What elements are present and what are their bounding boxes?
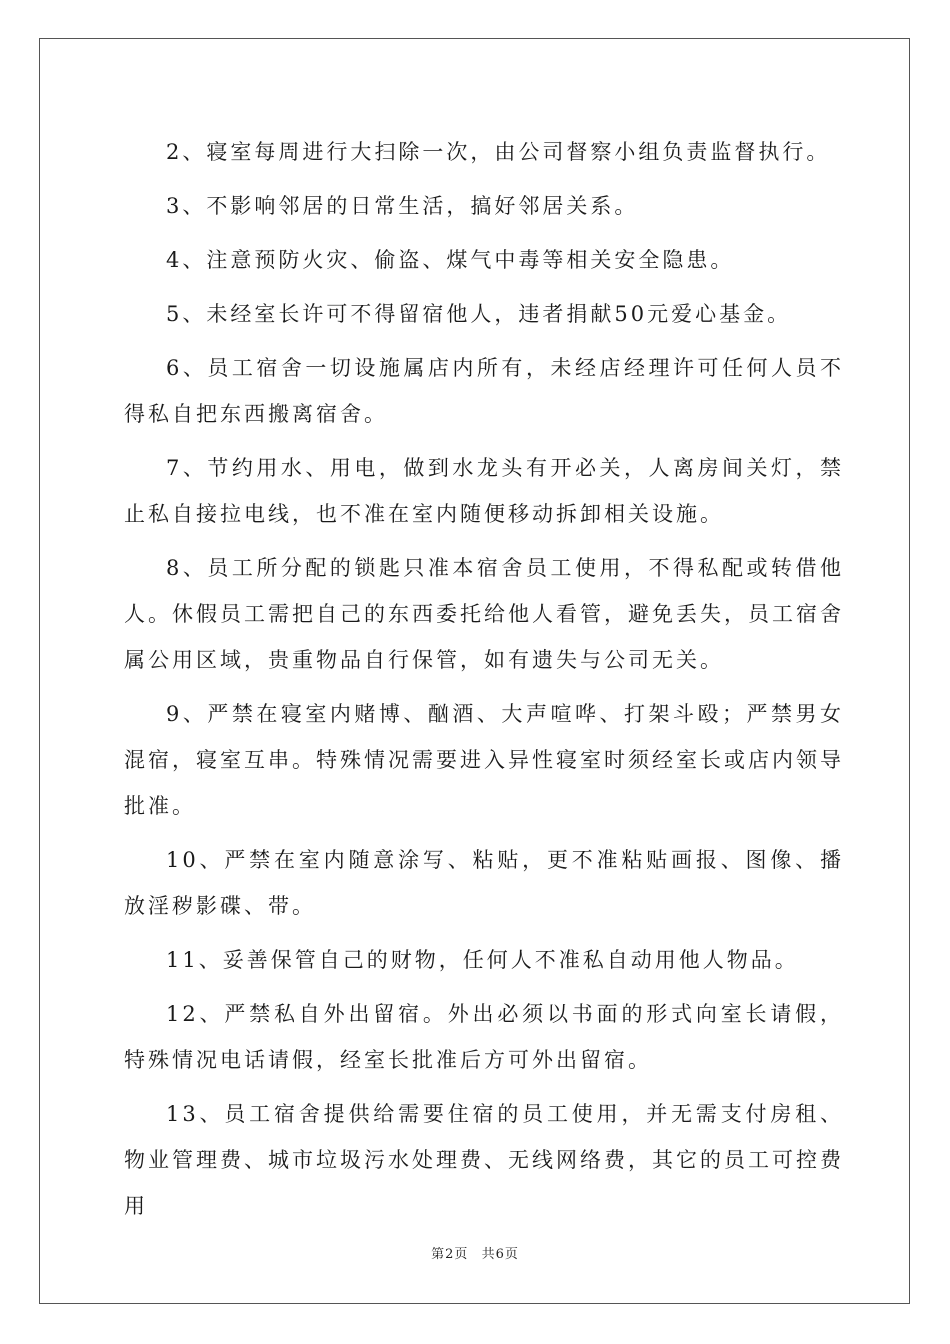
paragraph-rule-8: 8、员工所分配的锁匙只准本宿舍员工使用，不得私配或转借他人。休假员工需把自己的东西委托给他人看管，避免丢失，员工宿舍属公用区域，贵重物品自行保管，如有遗失与公司无关。 <box>124 556 844 672</box>
paragraph-rule-10: 10、严禁在室内随意涂写、粘贴，更不准粘贴画报、图像、播放淫秽影碟、带。 <box>124 848 844 918</box>
paragraph-rule-12: 12、严禁私自外出留宿。外出必须以书面的形式向室长请假，特殊情况电话请假，经室长批准后方可外出留宿。 <box>124 1002 844 1072</box>
page-footer <box>0 1243 950 1262</box>
paragraph-rule-11: 11、妥善保管自己的财物，任何人不准私自动用他人物品。 <box>166 948 799 972</box>
paragraph-rule-5: 5、未经室长许可不得留宿他人，违者捐献50元爱心基金。 <box>166 302 792 326</box>
paragraph-rule-2: 2、寝室每周进行大扫除一次，由公司督察小组负责监督执行。 <box>166 140 831 164</box>
paragraph-rule-4: 4、注意预防火灾、偷盗、煤气中毒等相关安全隐患。 <box>166 248 735 272</box>
paragraph-rule-9: 9、严禁在寝室内赌博、酗酒、大声喧哗、打架斗殴；严禁男女混宿，寝室互串。特殊情况需要进入异性寝室时须经室长或店内领导批准。 <box>124 702 844 818</box>
paragraph-rule-6: 6、员工宿舍一切设施属店内所有，未经店经理许可任何人员不得私自把东西搬离宿舍。 <box>124 356 844 426</box>
document-body <box>124 129 844 1237</box>
paragraph-rule-13: 13、员工宿舍提供给需要住宿的员工使用，并无需支付房租、物业管理费、城市垃圾污水处理费、无线网络费，其它的员工可控费用 <box>124 1102 844 1218</box>
page-number-total: 共6页 <box>481 1247 519 1262</box>
paragraph-rule-3: 3、不影响邻居的日常生活，搞好邻居关系。 <box>166 194 639 218</box>
paragraph-rule-7: 7、节约用水、用电，做到水龙头有开必关，人离房间关灯，禁止私自接拉电线，也不准在室内随便移动拆卸相关设施。 <box>124 456 844 526</box>
page-number-current: 第2页 <box>431 1247 469 1262</box>
